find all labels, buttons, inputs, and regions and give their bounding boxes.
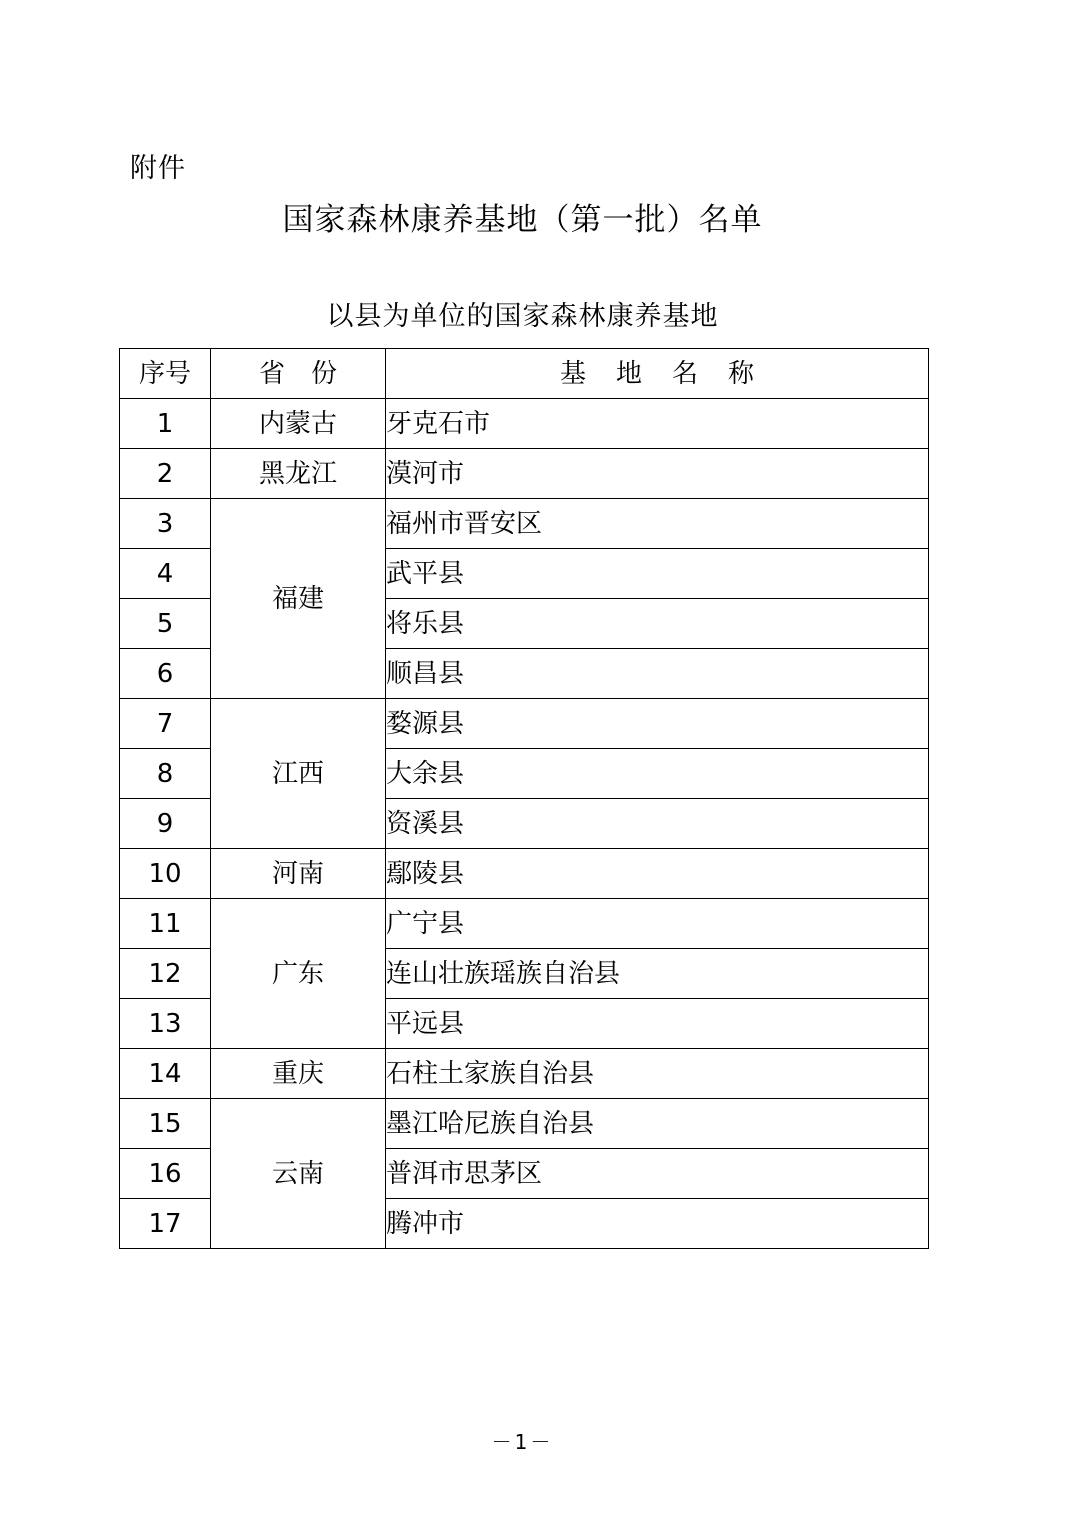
row-province: 福建 [211, 499, 386, 699]
table-row [120, 1049, 929, 1099]
header-index [120, 349, 211, 399]
row-province: 河南 [211, 849, 386, 899]
row-base-name: 资溪县 [386, 799, 929, 849]
table-row [120, 899, 929, 949]
header-name [386, 349, 929, 399]
row-index: 14 [120, 1049, 211, 1099]
row-index: 17 [120, 1199, 211, 1249]
row-base-name: 石柱土家族自治县 [386, 1049, 929, 1099]
row-province: 云南 [211, 1099, 386, 1249]
row-base-name: 牙克石市 [386, 399, 929, 449]
row-base-name: 广宁县 [386, 899, 929, 949]
row-base-name: 普洱市思茅区 [386, 1149, 929, 1199]
row-index: 7 [120, 699, 211, 749]
row-index: 5 [120, 599, 211, 649]
header-province-label: 省份 [258, 358, 363, 389]
row-base-name: 墨江哈尼族自治县 [386, 1099, 929, 1149]
row-index: 3 [120, 499, 211, 549]
section-title: 以县为单位的国家森林康养基地 [326, 301, 719, 332]
table-row [120, 1099, 929, 1149]
row-index: 10 [120, 849, 211, 899]
row-base-name: 平远县 [386, 999, 929, 1049]
table-row [120, 449, 929, 499]
row-index: 11 [120, 899, 211, 949]
row-base-name: 漠河市 [386, 449, 929, 499]
row-base-name: 大余县 [386, 749, 929, 799]
row-base-name: 福州市晋安区 [386, 499, 929, 549]
attachment-label: 附件 [130, 153, 186, 184]
row-base-name: 连山壮族瑶族自治县 [386, 949, 929, 999]
base-list-table [119, 348, 929, 1249]
header-province [211, 349, 386, 399]
table-header-row [120, 349, 929, 399]
header-index-label: 序号 [138, 358, 191, 389]
table-body [120, 399, 929, 1249]
row-index: 13 [120, 999, 211, 1049]
header-name-label: 基地名称 [559, 358, 784, 389]
row-province: 内蒙古 [211, 399, 386, 449]
row-index: 6 [120, 649, 211, 699]
page-number: －1－ [491, 1430, 554, 1454]
row-index: 2 [120, 449, 211, 499]
row-province: 重庆 [211, 1049, 386, 1099]
row-base-name: 鄢陵县 [386, 849, 929, 899]
document-title: 国家森林康养基地（第一批）名单 [282, 202, 763, 238]
row-index: 1 [120, 399, 211, 449]
row-base-name: 顺昌县 [386, 649, 929, 699]
row-base-name: 武平县 [386, 549, 929, 599]
row-index: 16 [120, 1149, 211, 1199]
row-province: 广东 [211, 899, 386, 1049]
row-index: 15 [120, 1099, 211, 1149]
row-base-name: 腾冲市 [386, 1199, 929, 1249]
row-province: 江西 [211, 699, 386, 849]
table-row [120, 499, 929, 549]
table-row [120, 399, 929, 449]
row-index: 4 [120, 549, 211, 599]
row-index: 12 [120, 949, 211, 999]
row-base-name: 将乐县 [386, 599, 929, 649]
table-row [120, 699, 929, 749]
row-index: 9 [120, 799, 211, 849]
table-row [120, 849, 929, 899]
row-base-name: 婺源县 [386, 699, 929, 749]
row-province: 黑龙江 [211, 449, 386, 499]
row-index: 8 [120, 749, 211, 799]
